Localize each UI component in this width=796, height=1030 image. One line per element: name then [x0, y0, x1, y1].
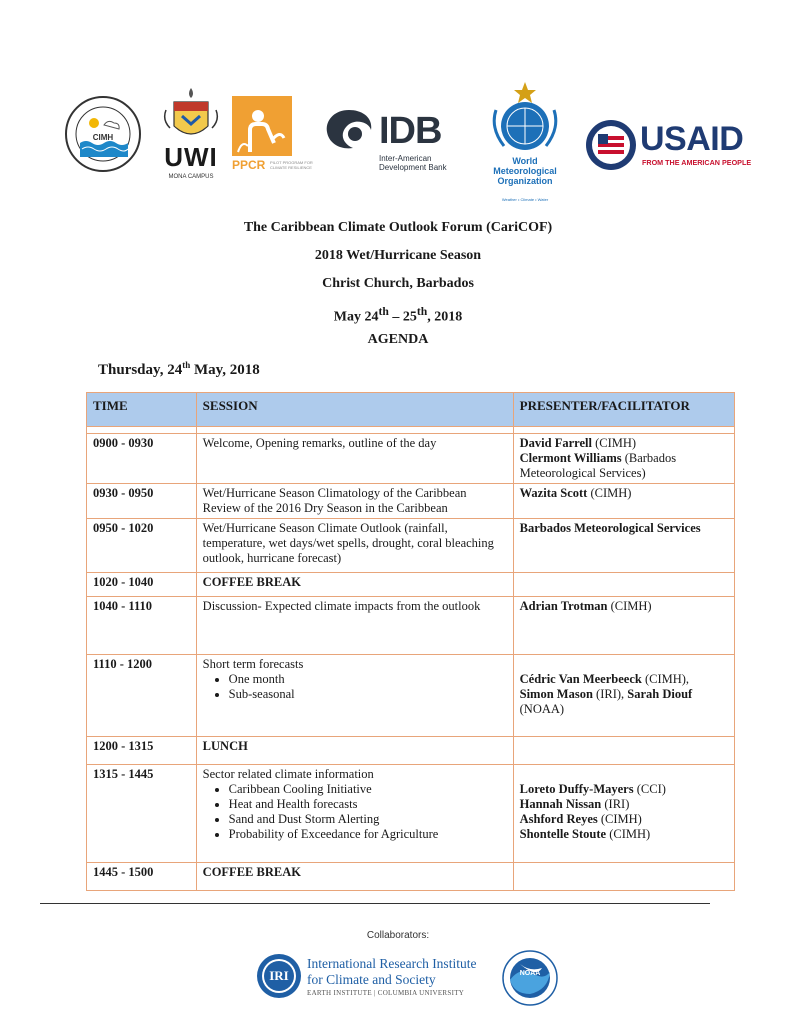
list-item: • Caribbean Cooling Initiative: [229, 782, 507, 797]
row-session: Short term forecasts • One month • Sub-seasonal: [196, 655, 513, 737]
usaid-logo: [584, 118, 756, 172]
header-presenter: PRESENTER/FACILITATOR: [513, 393, 734, 427]
noaa-logo: [502, 950, 558, 1006]
noaa-label: NOAA: [519, 970, 541, 977]
idb-sub: Inter-American Development Bank: [379, 154, 447, 172]
list-item: • Heat and Health forecasts: [229, 797, 507, 812]
table-row: [87, 484, 735, 519]
row-presenter: [513, 737, 734, 765]
table-row: [87, 863, 735, 891]
header-time: TIME: [87, 393, 197, 427]
row-time: 0950 - 1020: [87, 519, 197, 573]
iri-name-line2: for Climate and Society: [307, 972, 436, 987]
uwi-sub: MONA CAMPUS: [168, 174, 214, 180]
row-time: 1315 - 1445: [87, 765, 197, 863]
table-row: [87, 519, 735, 573]
row-presenter: Wazita Scott (CIMH): [513, 484, 734, 519]
forum-title: The Caribbean Climate Outlook Forum (CariCOF): [243, 220, 553, 235]
row-time: 1020 - 1040: [87, 573, 197, 597]
ppcr-label: PPCR: [232, 158, 266, 172]
list-item: • Sand and Dust Storm Alerting: [229, 812, 507, 827]
usaid-label: USAID: [640, 120, 744, 158]
row-session: LUNCH: [196, 737, 513, 765]
table-spacer: [87, 427, 735, 434]
row-time: 0900 - 0930: [87, 434, 197, 484]
uwi-label: UWI: [164, 142, 218, 172]
cimh-label: CIMH: [92, 133, 114, 142]
row-presenter: David Farrell (CIMH) Clermont Williams (Barbados Meteorological Services): [513, 434, 734, 484]
list-item: • Sub-seasonal: [229, 687, 507, 702]
idb-logo: [325, 108, 455, 178]
cimh-logo: [64, 95, 142, 173]
table-row: [87, 655, 735, 737]
location-title: Christ Church, Barbados: [322, 276, 474, 291]
iri-badge: IRI: [269, 968, 289, 983]
iri-logo: [255, 950, 485, 1000]
row-session: COFFEE BREAK: [196, 573, 513, 597]
table-row: [87, 597, 735, 655]
agenda-title: AGENDA: [367, 332, 429, 347]
table-header-row: [87, 393, 735, 427]
forum-heading: [0, 214, 796, 354]
header-session: SESSION: [196, 393, 513, 427]
ppcr-logo: [232, 96, 312, 176]
row-time: 1040 - 1110: [87, 597, 197, 655]
row-time: 1110 - 1200: [87, 655, 197, 737]
row-presenter: [513, 863, 734, 891]
row-session: COFFEE BREAK: [196, 863, 513, 891]
list-item: • One month: [229, 672, 507, 687]
list-item: • Probability of Exceedance for Agriculture: [229, 827, 507, 842]
iri-name-line1: International Research Institute: [307, 956, 477, 971]
season-title: 2018 Wet/Hurricane Season: [314, 248, 482, 263]
row-presenter: [513, 573, 734, 597]
row-presenter: Barbados Meteorological Services: [513, 519, 734, 573]
table-row: [87, 434, 735, 484]
row-session: Discussion- Expected climate impacts from the outlook: [196, 597, 513, 655]
row-time: 0930 - 0950: [87, 484, 197, 519]
wmo-name: World Meteorological Organization: [493, 156, 557, 186]
row-session: Wet/Hurricane Season Climate Outlook (rainfall, temperature, wet days/wet spells, drought, coral bleaching outlook, hurricane forecast): [196, 519, 513, 573]
wmo-tagline: Weather • Climate • Water: [501, 197, 549, 202]
table-row: [87, 765, 735, 863]
date-title: May 24th – 25th, 2018: [333, 305, 463, 325]
row-time: 1200 - 1315: [87, 737, 197, 765]
wmo-logo: [486, 80, 564, 204]
iri-affiliation: EARTH INSTITUTE | COLUMBIA UNIVERSITY: [307, 989, 465, 997]
row-session: Sector related climate information • Caribbean Cooling Initiative • Heat and Health forecasts • Sand and Dust Storm Alerting • Probability of Exceedance for Agriculture: [196, 765, 513, 863]
uwi-logo: [160, 86, 222, 186]
day-title: Thursday, 24th May, 2018: [98, 360, 260, 378]
row-time: 1445 - 1500: [87, 863, 197, 891]
row-presenter: Adrian Trotman (CIMH): [513, 597, 734, 655]
collaborators-label: Collaborators:: [366, 930, 430, 941]
row-presenter: Loreto Duffy-Mayers (CCI) Hannah Nissan (IRI) Ashford Reyes (CIMH) Shontelle Stoute (CIMH): [513, 765, 734, 863]
agenda-table: [86, 392, 735, 891]
usaid-sub: FROM THE AMERICAN PEOPLE: [642, 158, 752, 167]
row-presenter: Cédric Van Meerbeeck (CIMH), Simon Mason (IRI), Sarah Diouf (NOAA): [513, 655, 734, 737]
table-row: [87, 737, 735, 765]
ppcr-sub: PILOT PROGRAM FOR CLIMATE RESILIENCE: [270, 160, 313, 170]
row-session: Welcome, Opening remarks, outline of the day: [196, 434, 513, 484]
idb-label: IDB: [379, 110, 442, 152]
footer-divider: [40, 903, 710, 904]
row-session: Wet/Hurricane Season Climatology of the Caribbean Review of the 2016 Dry Season in the Caribbean: [196, 484, 513, 519]
table-row: [87, 573, 735, 597]
